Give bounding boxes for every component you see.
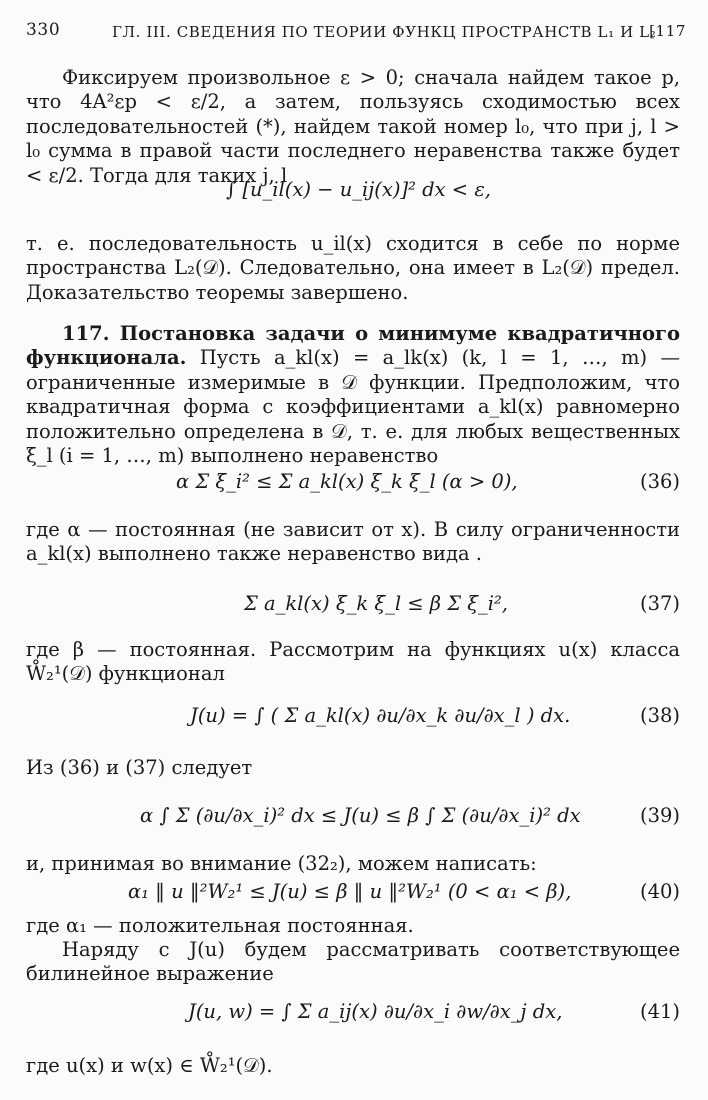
paragraph-convergence: т. е. последовательность u_il(x) сходится в себе по норме пространства L₂(𝒟). Следовательно, она имеет в L₂(𝒟) предел. Доказательство теоремы завершено. (26, 232, 680, 304)
equation-number-36: (36) (639, 470, 680, 493)
equation-37: Σ a_kl(x) ξ_k ξ_l ≤ β Σ ξ_i², (244, 592, 508, 615)
section-marker: [117 (649, 22, 686, 40)
equation-41: J(u, w) = ∫ Σ a_ij(x) ∂u/∂x_i ∂w/∂x_j dx, (188, 1000, 563, 1023)
page-number: 330 (26, 20, 61, 40)
paragraph-fix-epsilon: Фиксируем произвольное ε > 0; сначала найдем такое p, что 4A²εp < ε/2, а затем, пользуясь сходимостью всех последовательностей (*), найдем такой номер l₀, что при j, l > l₀ сумма в правой части последнего неравенства также будет < ε/2. Тогда для таких j, l (26, 66, 680, 187)
equation-36: α Σ ξ_i² ≤ Σ a_kl(x) ξ_k ξ_l (α > 0), (176, 470, 518, 493)
equation-number-37: (37) (639, 592, 680, 615)
paragraph-where-u-w: где u(x) и w(x) ∈ W̊₂¹(𝒟). (26, 1054, 273, 1077)
equation-number-39: (39) (639, 804, 680, 827)
equation-38: J(u) = ∫ ( Σ a_kl(x) ∂u/∂x_k ∂u/∂x_l ) dx. (190, 704, 571, 727)
formula-integral-epsilon: ∫ [u_il(x) − u_ij(x)]² dx < ε, (226, 178, 492, 201)
paragraph-alpha1: где α₁ — положительная постоянная. (26, 914, 414, 937)
equation-number-41: (41) (639, 1000, 680, 1023)
equation-number-40: (40) (639, 880, 680, 903)
section-text: Пусть a_kl(x) = a_lk(x) (k, l = 1, …, m) — ограниченные измеримые в 𝒟 функции. Предположим, что квадратичная форма с коэффициентами a_kl(x) равномерно положительно определена в 𝒟, т. е. для любых вещественных ξ_l (i = 1, …, m) выполнено неравенство (26, 346, 680, 468)
paragraph-functional: где β — постоянная. Рассмотрим на функциях u(x) класса W̊₂¹(𝒟) функционал (26, 638, 680, 686)
running-header (26, 20, 686, 48)
running-title: ГЛ. III. СВЕДЕНИЯ ПО ТЕОРИИ ФУНКЦ ПРОСТРАНСТВ L₁ И L₂ (112, 23, 657, 41)
paragraph-follows: Из (36) и (37) следует (26, 756, 253, 779)
paragraph-taking-into-account: и, принимая во внимание (32₂), можем написать: (26, 852, 537, 875)
section-title: 117. Постановка задачи о минимуме квадратичного функционала. (26, 322, 680, 370)
equation-39: α ∫ Σ (∂u/∂x_i)² dx ≤ J(u) ≤ β ∫ Σ (∂u/∂x_i)² dx (140, 804, 581, 827)
paragraph-alpha-constant: где α — постоянная (не зависит от x). В силу ограниченности a_kl(x) выполнено также неравенство вида . (26, 518, 680, 566)
equation-number-38: (38) (639, 704, 680, 727)
equation-40: α₁ ‖ u ‖²W₂¹ ≤ J(u) ≤ β ‖ u ‖²W₂¹ (0 < α₁ < β), (128, 880, 572, 903)
section-117 (26, 322, 680, 468)
paragraph-bilinear: Наряду с J(u) будем рассматривать соответствующее билинейное выражение (26, 938, 680, 986)
